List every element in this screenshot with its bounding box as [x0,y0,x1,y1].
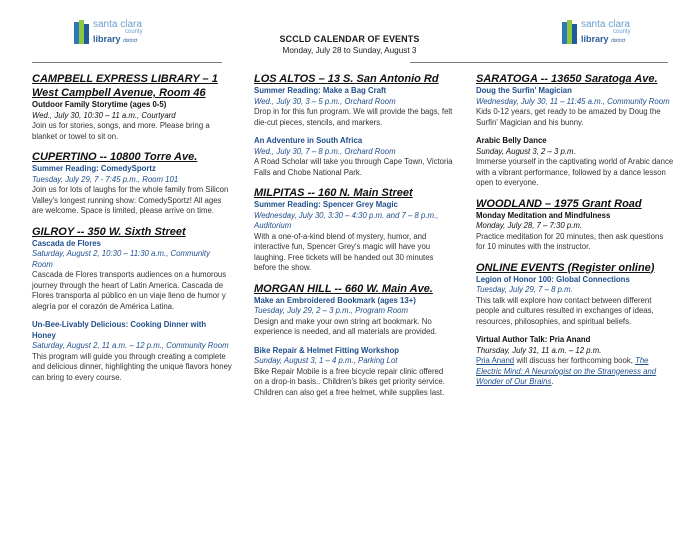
event-description: Practice meditation for 20 minutes, then ask questions for 10 minutes with the instructor. [476,231,664,251]
event-description: Join us for lots of laughs for the whole family from Silicon Valley's longest running show: ComedySportz! All ages are welcome. Space is limited, please arrive on time. [32,185,229,215]
location-heading-los-altos: LOS ALTOS – 13 S. San Antonio Rd [254,73,439,85]
logo-text-line3: library district [581,34,626,44]
event-title: Cascada de Flores [32,238,101,248]
description-text: will discuss her forthcoming book, [514,356,636,365]
event-title: Outdoor Family Storytime (ages 0-5) [32,100,167,109]
event-description: Kids 0-12 years, get ready to be amazed by Doug the Surfin' Magician and his bunny. [476,107,661,127]
event-when: Thursday, July 31, 11 a.m. – 12 p.m. [476,345,602,355]
divider-left [32,62,222,63]
event-description [476,356,674,388]
location-heading-woodland: WOODLAND – 1975 Grant Road [476,197,642,210]
event-description: Bike Repair Mobile is a free bicycle repair clinic offered on a drop-in basis.. Children's bikes get priority service. Children can also get a free helmet, while supplies last. [254,366,445,397]
event-description: Cascada de Flores transports audiences on a humorous journey through the heart of Latin America. Cascada de Flores transporta al público en un viaje lleno de humor y alegría por el corazón de América Latina. [32,270,227,311]
event-title: Summer Reading: ComedySportz [32,164,156,173]
column-1 [32,72,232,383]
event-title: Doug the Surfin' Magician [476,86,572,95]
column-2 [254,72,454,398]
event-when: Saturday, August 2, 11 a.m. – 12 p.m., Community Room [32,341,229,350]
divider-right [410,62,668,63]
event-description: Immerse yourself in the captivating world of Arabic dance with a vibrant performance, followed by a dance lesson open to everyone. [476,157,674,187]
event-description: A Road Scholar will take you through Cape Town, Victoria Falls and Chobe National Park. [254,157,453,177]
event-when: Monday, July 28, 7 – 7:30 p.m. [476,221,583,230]
logo-text-line3: library district [93,34,138,44]
location-heading-campbell: CAMPBELL EXPRESS LIBRARY – 1 West Campbell Avenue, Room 46 [32,73,218,99]
location-heading-online[interactable]: ONLINE EVENTS (Register online) [476,261,655,274]
event-title: Bike Repair & Helmet Fitting Workshop [254,345,399,355]
event-description: With a one-of-a-kind blend of mystery, humor, and interactive fun, Spencer Grey's magic will have you laughing. Free tickets will be handed out 30 minutes before the show. [254,231,434,272]
event-when: Tuesday, July 29, 7 – 8 p.m. [476,285,573,294]
event-title: Monday Meditation and Mindfulness [476,210,611,220]
description-end: . [551,377,554,386]
logo-text-line2: county [125,29,143,35]
location-heading-cupertino: CUPERTINO -- 10800 Torre Ave. [32,151,198,163]
column-3 [476,72,674,388]
event-title: Virtual Author Talk: Pria Anand [476,335,591,344]
event-title: Summer Reading: Make a Bag Craft [254,86,387,95]
page-date-range: Monday, July 28 to Sunday, August 3 [282,46,417,55]
event-description: Join us for stories, songs, and more. Please bring a blanket or towel to sit on. [32,121,210,141]
event-when: Wed., July 30, 10:30 – 11 a.m., Courtyard [32,110,176,120]
book-link[interactable]: The Electric Mind: A Neurologist on the Strangeness and Wonder of Our Brains [476,356,657,386]
page-title: SCCLD CALENDAR OF EVENTS [279,34,420,44]
event-description: Design and make your own string art bookmark. No experience is needed, and all materials are provided. [254,316,437,336]
author-link[interactable]: Pria Anand [476,356,515,365]
event-description: Drop in for this fun program. We will provide the bags, felt die-cut pieces, stencils, and markers. [254,107,453,127]
location-heading-gilroy: GILROY -- 350 W. Sixth Street [32,225,186,238]
event-when: Wednesday, July 30, 11 – 11:45 a.m., Community Room [476,96,670,106]
event-when: Tuesday, July 29, 7 - 7:45 p.m., Room 101 [32,174,179,184]
event-title: Arabic Belly Dance [476,136,547,145]
event-when: Wed., July 30, 3 – 5 p.m., Orchard Room [254,96,396,106]
location-heading-milpitas: MILPITAS -- 160 N. Main Street [254,187,413,199]
event-when: Wednesday, July 30, 3:30 – 4:30 p.m. and 7 – 8 p.m., Auditorium [254,210,439,230]
logo-text-line1: santa clara [93,19,142,30]
event-when: Saturday, August 2, 10:30 – 11:30 a.m., Community Room [32,249,210,269]
event-description: This program will guide you through creating a complete and delicious dinner, highlighting the unique flavors honey can bring to every course. [32,351,232,382]
event-when: Tuesday, July 29, 2 – 3 p.m., Program Room [254,306,408,315]
event-description: This talk will explore how contact between different people and cultures resulted in exchanges of ideas, resources, philosophies, and spiritual beliefs. [476,295,654,326]
event-when: Sunday, August 3, 1 – 4 p.m., Parking Lot [254,356,398,365]
event-title: Summer Reading: Spencer Grey Magic [254,200,398,209]
event-title: Un-Bee-Livably Delicious: Cooking Dinner with Honey [32,320,207,340]
page-header [0,34,699,55]
event-title: Legion of Honor 100: Global Connections [476,274,630,284]
location-heading-morgan-hill: MORGAN HILL -- 660 W. Main Ave. [254,282,433,295]
logo-text-line2: county [613,29,631,35]
logo-text-line1: santa clara [581,19,630,30]
event-when: Wed., July 30, 7 – 8 p.m., Orchard Room [254,146,396,156]
location-heading-saratoga: SARATOGA -- 13650 Saratoga Ave. [476,73,658,85]
event-title: Make an Embroidered Bookmark (ages 13+) [254,295,416,305]
event-when: Sunday, August 3, 2 – 3 p.m. [476,146,576,156]
event-title: An Adventure in South Africa [254,136,363,145]
